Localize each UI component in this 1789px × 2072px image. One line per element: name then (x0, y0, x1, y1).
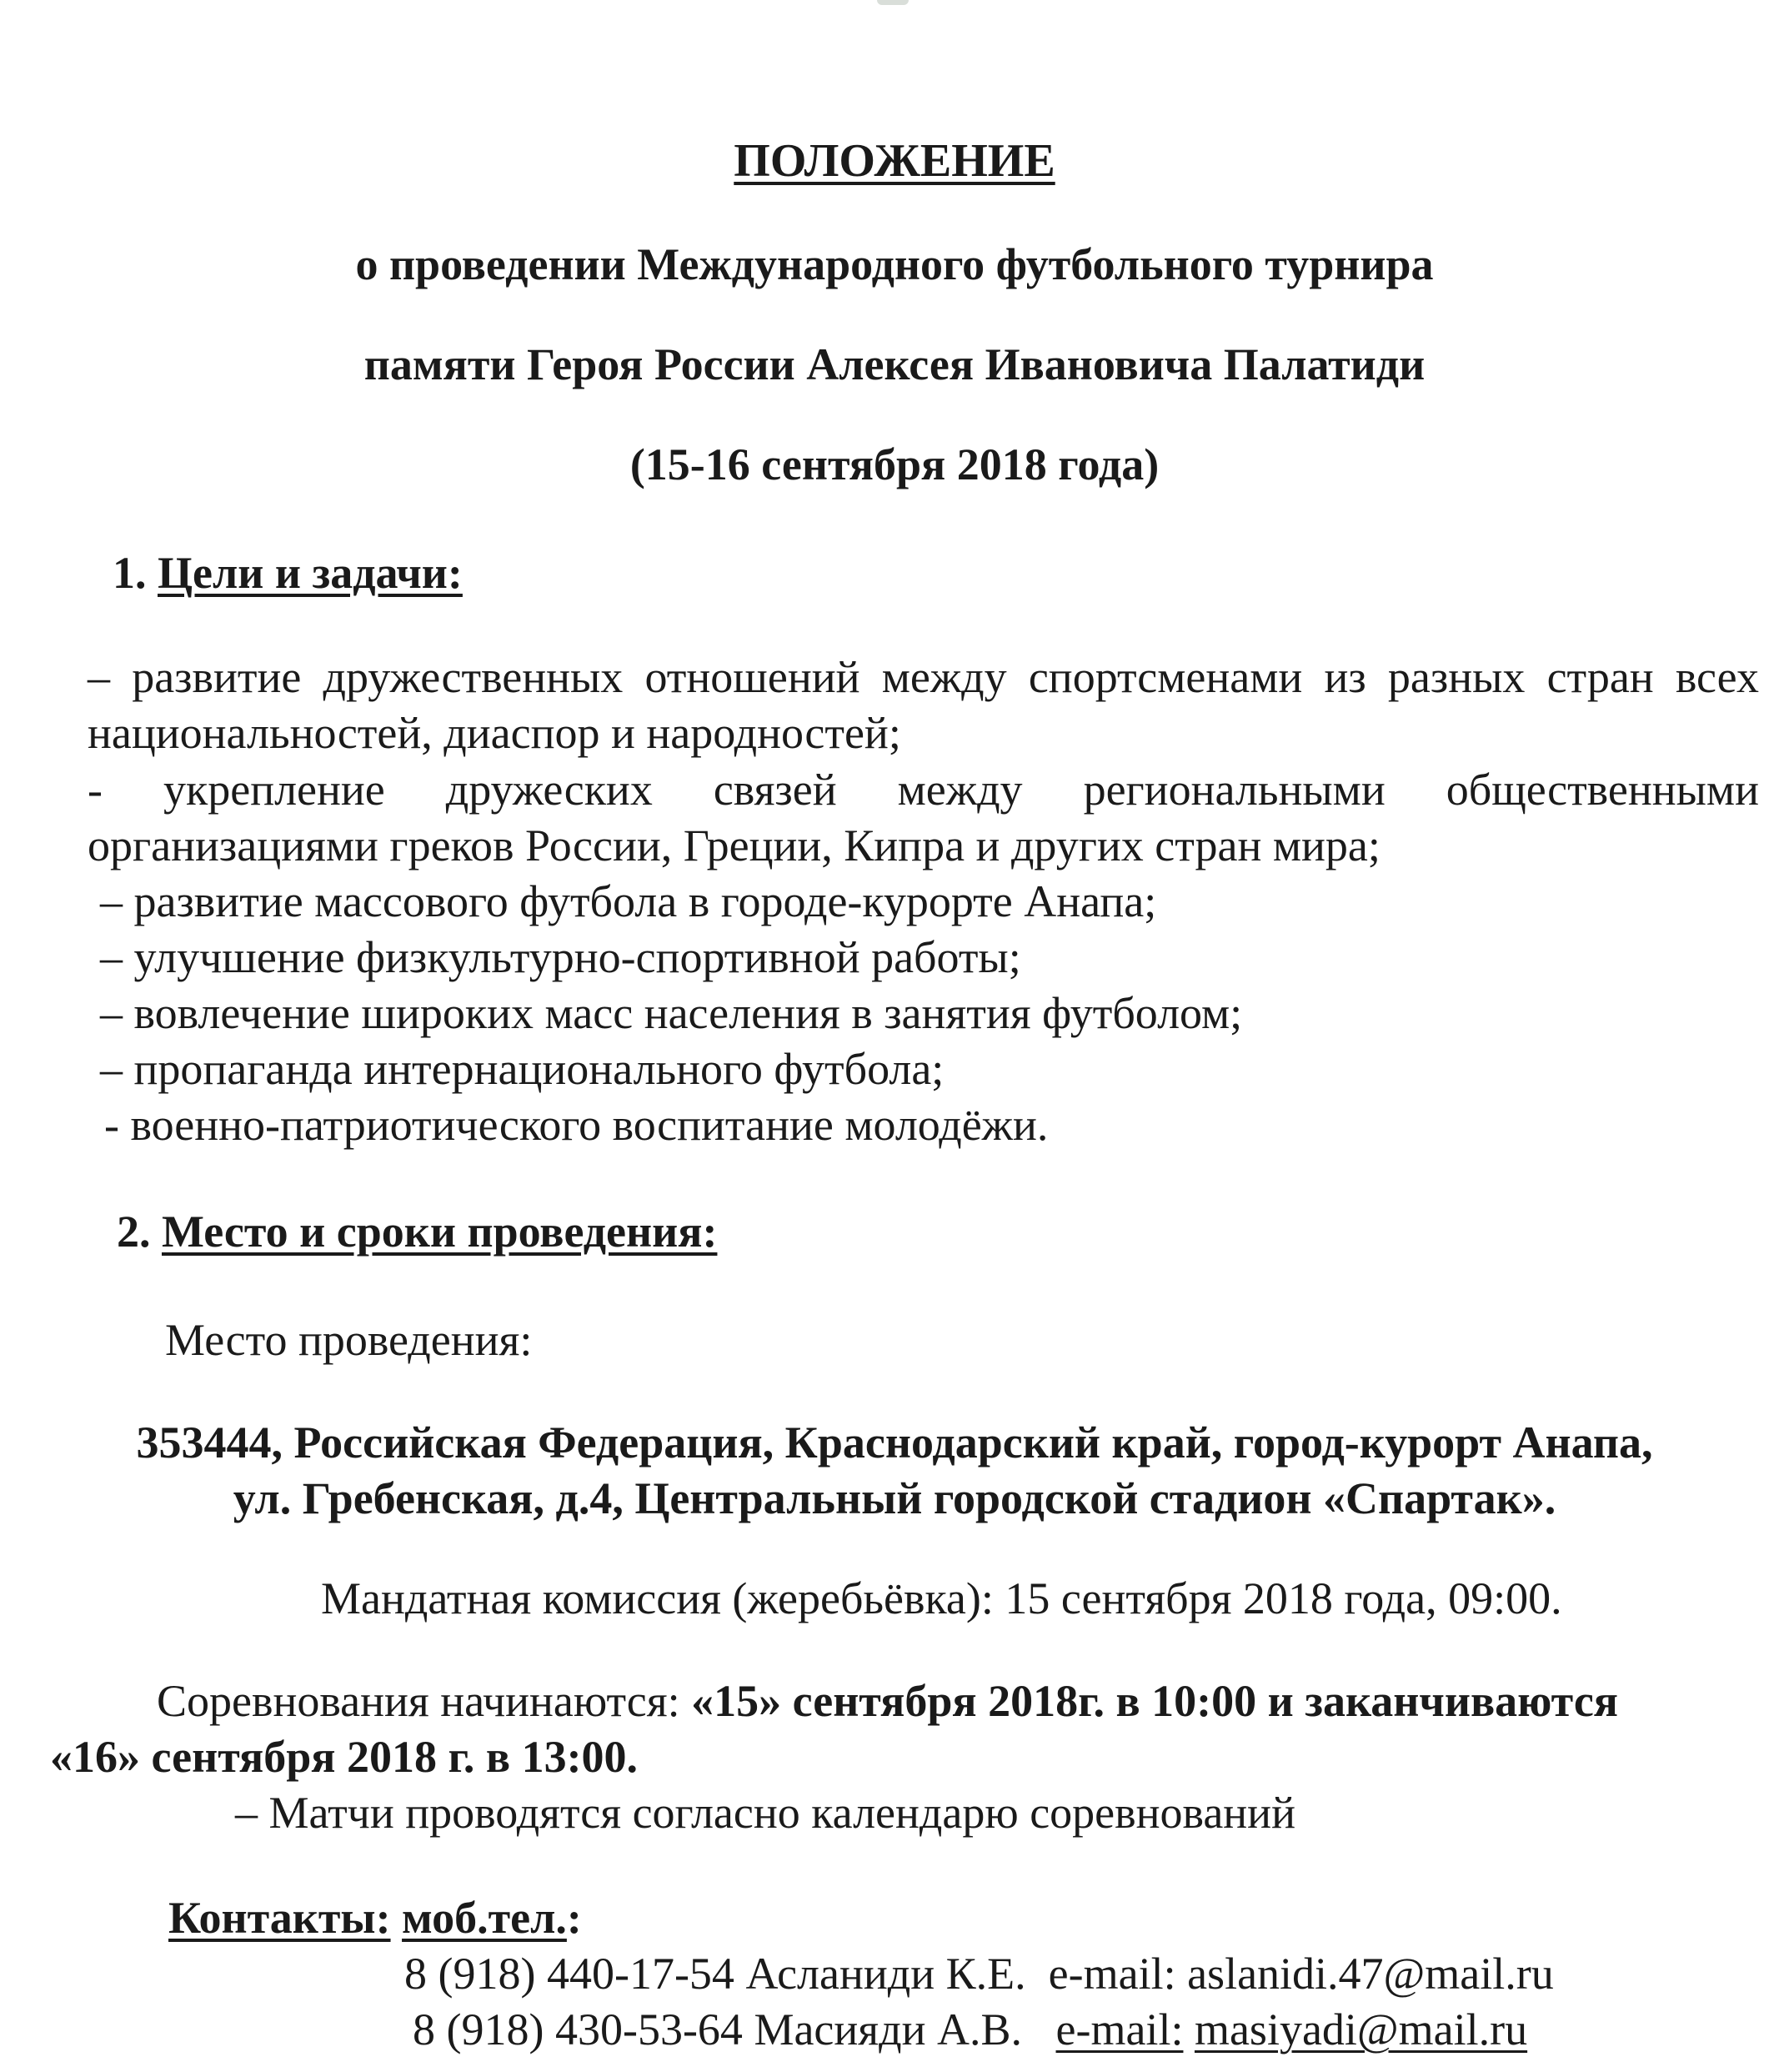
venue-address-line-2: ул. Гребенская, д.4, Центральный городской стадион «Спартак». (233, 1473, 1556, 1523)
section-1-item-9: - военно-патриотического воспитание молодёжи. (104, 1100, 1049, 1150)
section-1-number: 1. (113, 548, 147, 598)
justified-word: развитие (132, 652, 302, 702)
contact-row (413, 2004, 1528, 2054)
contact-name: Масияди А.В. (754, 2004, 1023, 2054)
competition-start-prefix: Соревнования начинаются: (157, 1676, 692, 1726)
scan-mark (877, 0, 909, 5)
section-2-heading (117, 1207, 718, 1257)
document-title-text: ПОЛОЖЕНИЕ (734, 135, 1055, 187)
contact-email[interactable]: masiyadi@mail.ru (1194, 2004, 1528, 2054)
justified-word: дружеских (445, 765, 653, 815)
justified-word: из (1324, 652, 1366, 702)
justified-word: стран (1546, 652, 1654, 702)
competition-end-date: «16» сентября 2018 г. в 13:00. (50, 1732, 639, 1782)
section-1-item-4: организациями греков России, Греции, Кипра и других стран мира; (88, 820, 1381, 870)
document-subtitle-1: о проведении Международного футбольного турнира (355, 239, 1434, 289)
section-1-title: Цели и задачи: (158, 548, 463, 598)
justified-word: – (88, 652, 110, 702)
contacts-label: Контакты: (168, 1893, 391, 1943)
justified-word: связей (713, 765, 837, 815)
section-1-item-5: – развитие массового футбола в городе-курорте Анапа; (100, 876, 1157, 926)
contacts-phone-label: моб.тел. (402, 1893, 567, 1943)
contact-email-label: e-mail: (1055, 2004, 1184, 2054)
matches-note: – Матчи проводятся согласно календарю соревнований (235, 1788, 1295, 1838)
section-2-title: Место и сроки проведения: (162, 1207, 718, 1257)
section-1-item-2: национальностей, диаспор и народностей; (88, 708, 901, 758)
justified-word: региональными (1083, 765, 1386, 815)
justified-word: всех (1675, 652, 1759, 702)
contact-email-label: e-mail: (1048, 1949, 1176, 1999)
mandate-commission: Мандатная комиссия (жеребьёвка): 15 сентября 2018 года, 09:00. (321, 1573, 1562, 1623)
contact-phone: 8 (918) 430-53-64 (413, 2004, 743, 2054)
contact-phone: 8 (918) 440-17-54 (404, 1949, 734, 1999)
competition-start (157, 1676, 1619, 1726)
justified-word: между (897, 765, 1023, 815)
justified-word: спортсменами (1028, 652, 1303, 702)
section-2-number: 2. (117, 1207, 151, 1257)
contacts-heading (168, 1893, 582, 1943)
section-1-item-6: – улучшение физкультурно-спортивной работы; (100, 932, 1021, 982)
justified-word: разных (1387, 652, 1526, 702)
justified-word: общественными (1446, 765, 1759, 815)
justified-word: между (881, 652, 1007, 702)
section-1-item-8: – пропаганда интернационального футбола; (100, 1044, 945, 1094)
justified-word: дружественных (323, 652, 624, 702)
contact-name: Асланиди К.Е. (745, 1949, 1026, 1999)
section-1-item-7: – вовлечение широких масс населения в занятия футболом; (100, 988, 1243, 1038)
section-1-item-1 (88, 652, 1759, 702)
section-1-heading (113, 548, 463, 598)
section-1-item-3 (88, 765, 1759, 815)
venue-address-line-1: 353444, Российская Федерация, Краснодарский край, город-курорт Анапа, (136, 1417, 1653, 1467)
contacts-phone-suffix: : (566, 1893, 582, 1943)
document-title (0, 135, 1789, 187)
justified-word: отношений (644, 652, 860, 702)
document-subtitle-2: памяти Героя России Алексея Ивановича Палатиди (363, 339, 1426, 389)
venue-label: Место проведения: (165, 1315, 533, 1365)
contact-email[interactable]: aslanidi.47@mail.ru (1187, 1949, 1554, 1999)
justified-word: - (88, 765, 103, 815)
contact-row (404, 1949, 1554, 1999)
document-subtitle-3: (15-16 сентября 2018 года) (629, 439, 1160, 489)
justified-word: укрепление (163, 765, 385, 815)
competition-start-date: «15» сентября 2018г. в 10:00 и заканчиваются (691, 1676, 1619, 1726)
